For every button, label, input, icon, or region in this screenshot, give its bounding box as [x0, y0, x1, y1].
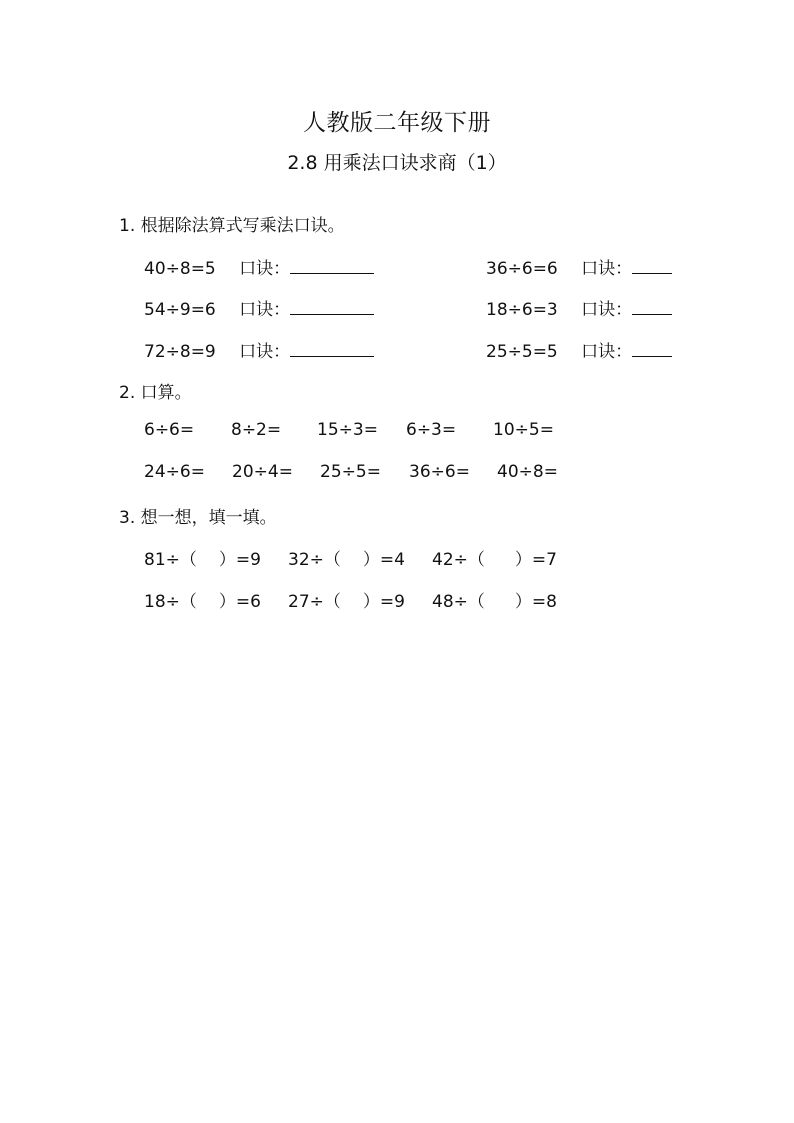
- question-2-heading: 2. 口算。: [119, 383, 192, 403]
- question-3-heading: 3. 想一想，填一填。: [119, 508, 277, 528]
- fill-in-item: [288, 545, 405, 570]
- q1-row: [144, 295, 374, 320]
- fill-in-prefix: 42÷（: [432, 550, 485, 570]
- mental-math-item: 6÷6=: [144, 420, 195, 440]
- mental-math-item: 40÷8=: [497, 462, 558, 482]
- answer-blank[interactable]: [632, 256, 672, 274]
- equation: 72÷8=9: [144, 342, 216, 362]
- lesson-subtitle: 2.8 用乘法口诀求商（1）: [287, 152, 507, 174]
- mnemonic-label: 口诀：: [581, 342, 633, 362]
- fill-in-suffix: ）=4: [362, 550, 405, 570]
- fill-in-item: [432, 587, 557, 612]
- mental-math-item: 25÷5=: [320, 462, 381, 482]
- equation: 36÷6=6: [486, 259, 558, 279]
- fill-in-suffix: ）=8: [514, 592, 557, 612]
- q1-row: [486, 295, 672, 320]
- mental-math-item: 36÷6=: [409, 462, 470, 482]
- fill-in-prefix: 48÷（: [432, 592, 485, 612]
- q1-row: [144, 254, 374, 279]
- fill-in-suffix: ）=6: [218, 592, 261, 612]
- answer-blank[interactable]: [290, 256, 374, 274]
- mental-math-item: 15÷3=: [317, 420, 378, 440]
- fill-in-suffix: ）=7: [514, 550, 557, 570]
- fill-in-item: [144, 545, 261, 570]
- mental-math-item: 6÷3=: [406, 420, 457, 440]
- q1-row: [144, 337, 374, 362]
- q1-row: [486, 254, 672, 279]
- fill-in-suffix: ）=9: [218, 550, 261, 570]
- fill-in-item: [288, 587, 405, 612]
- fill-in-item: [432, 545, 557, 570]
- fill-in-prefix: 32÷（: [288, 550, 341, 570]
- mental-math-item: 10÷5=: [493, 420, 554, 440]
- equation: 54÷9=6: [144, 300, 216, 320]
- page-title: 人教版二年级下册: [303, 110, 491, 136]
- fill-in-prefix: 18÷（: [144, 592, 197, 612]
- answer-blank[interactable]: [290, 339, 374, 357]
- answer-blank[interactable]: [290, 297, 374, 315]
- fill-in-prefix: 27÷（: [288, 592, 341, 612]
- answer-blank[interactable]: [632, 297, 672, 315]
- mental-math-item: 24÷6=: [144, 462, 205, 482]
- q1-row: [486, 337, 672, 362]
- equation: 25÷5=5: [486, 342, 558, 362]
- mnemonic-label: 口诀：: [581, 300, 633, 320]
- equation: 18÷6=3: [486, 300, 558, 320]
- mnemonic-label: 口诀：: [239, 300, 291, 320]
- equation: 40÷8=5: [144, 259, 216, 279]
- fill-in-suffix: ）=9: [362, 592, 405, 612]
- mnemonic-label: 口诀：: [239, 259, 291, 279]
- fill-in-prefix: 81÷（: [144, 550, 197, 570]
- fill-in-item: [144, 587, 261, 612]
- answer-blank[interactable]: [632, 339, 672, 357]
- mental-math-item: 20÷4=: [232, 462, 293, 482]
- mental-math-item: 8÷2=: [231, 420, 282, 440]
- mnemonic-label: 口诀：: [239, 342, 291, 362]
- question-1-heading: 1. 根据除法算式写乘法口诀。: [119, 216, 345, 236]
- mnemonic-label: 口诀：: [581, 259, 633, 279]
